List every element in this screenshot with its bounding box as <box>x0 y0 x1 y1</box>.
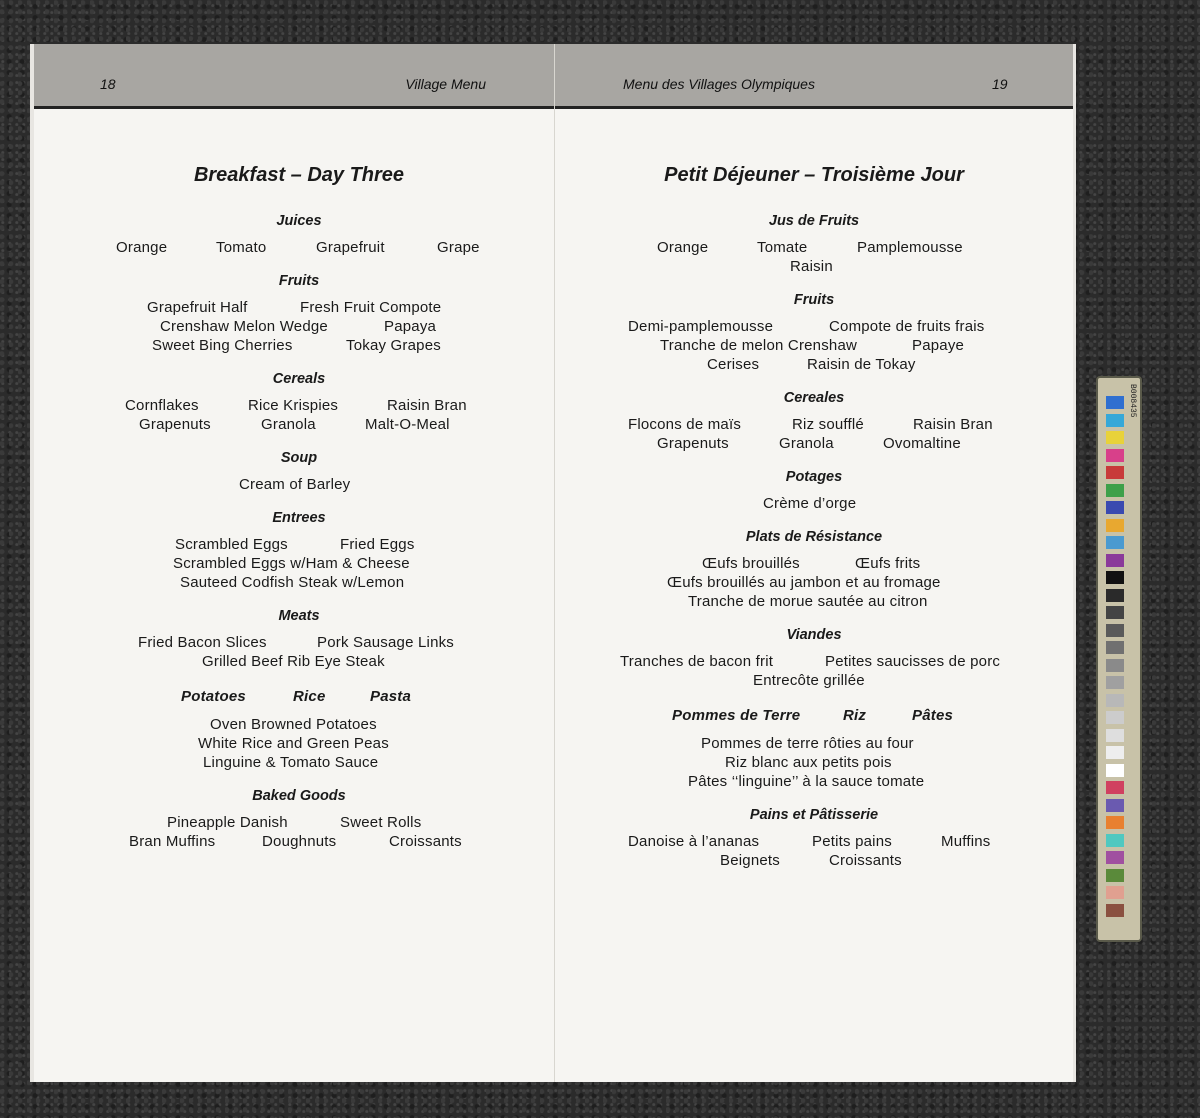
menu-item: Grapenuts <box>139 416 211 433</box>
menu-item: Grapefruit <box>316 239 385 256</box>
section-heading-row-potatoes <box>555 706 1073 725</box>
section-heading-meats: Meats <box>278 608 320 624</box>
right-menu <box>555 144 1073 870</box>
menu-row <box>555 336 1073 355</box>
left-running-header: Village Menu <box>405 76 486 92</box>
menu-row <box>555 753 1073 772</box>
menu-row <box>44 396 554 415</box>
menu-row <box>44 336 554 355</box>
left-header-band <box>34 44 554 109</box>
menu-item: Pork Sausage Links <box>317 634 455 651</box>
menu-item: Sweet Rolls <box>340 814 422 831</box>
menu-row <box>44 317 554 336</box>
section-heading-cereals: Cereales <box>783 390 845 406</box>
color-swatch <box>1106 764 1124 777</box>
menu-item: Raisin Bran <box>913 416 993 433</box>
color-swatch <box>1106 606 1124 619</box>
menu-item: Œufs frits <box>855 555 921 572</box>
menu-item: Tranche de melon Crenshaw <box>660 337 858 354</box>
page-number-left: 18 <box>100 76 116 92</box>
menu-item: Sauteed Codfish Steak w/Lemon <box>180 574 405 591</box>
menu-item: Tranches de bacon frit <box>620 653 774 670</box>
section-heading-rice: Riz <box>843 707 867 724</box>
color-swatch <box>1106 746 1124 759</box>
menu-item: Fresh Fruit Compote <box>300 299 442 316</box>
section-heading-entrees: Plats de Résistance <box>745 529 883 545</box>
menu-row <box>44 633 554 652</box>
menu-item: Raisin <box>790 258 833 275</box>
menu-row <box>555 554 1073 573</box>
menu-item: Riz soufflé <box>792 416 864 433</box>
menu-row <box>555 494 1073 513</box>
menu-row <box>44 298 554 317</box>
section-heading-pasta: Pâtes <box>912 707 954 724</box>
menu-item: Grilled Beef Rib Eye Steak <box>202 653 385 670</box>
color-swatch <box>1106 466 1124 479</box>
menu-item: Entrecôte grillée <box>753 672 865 689</box>
menu-row <box>555 415 1073 434</box>
menu-row <box>555 434 1073 453</box>
color-swatch <box>1106 501 1124 514</box>
menu-item: Ovomaltine <box>883 435 961 452</box>
menu-item: Raisin de Tokay <box>807 356 916 373</box>
right-menu-title: Petit Déjeuner – Troisième Jour <box>664 164 964 186</box>
color-swatch <box>1106 834 1124 847</box>
menu-item: Pommes de terre rôties au four <box>701 735 914 752</box>
menu-item: Papaye <box>912 337 965 354</box>
menu-item: Oven Browned Potatoes <box>210 716 377 733</box>
color-swatch <box>1106 659 1124 672</box>
menu-item: Œufs brouillés au jambon et au fromage <box>667 574 941 591</box>
menu-item: Scrambled Eggs w/Ham & Cheese <box>173 555 410 572</box>
right-header-band <box>555 44 1073 109</box>
right-page <box>555 44 1073 1082</box>
menu-item: Grapenuts <box>657 435 729 452</box>
section-heading-fruits: Fruits <box>278 273 320 289</box>
section-heading-juices: Jus de Fruits <box>768 213 860 229</box>
color-swatch <box>1106 449 1124 462</box>
menu-item: Bran Muffins <box>129 833 216 850</box>
menu-item: Beignets <box>720 852 780 869</box>
color-swatch <box>1106 554 1124 567</box>
page-number-right: 19 <box>992 76 1008 92</box>
color-swatch <box>1106 676 1124 689</box>
menu-row <box>555 592 1073 611</box>
menu-item: Compote de fruits frais <box>829 318 985 335</box>
color-swatch <box>1106 519 1124 532</box>
section-heading-fruits: Fruits <box>793 292 835 308</box>
menu-item: Demi-pamplemousse <box>628 318 774 335</box>
menu-item: Pineapple Danish <box>167 814 288 831</box>
menu-item: Malt-O-Meal <box>365 416 450 433</box>
menu-item: Granola <box>779 435 834 452</box>
section-heading-cereals: Cereals <box>272 371 326 387</box>
menu-item: Pâtes ‘‘linguine’’ à la sauce tomate <box>688 773 925 790</box>
menu-row <box>44 554 554 573</box>
menu-item: Tokay Grapes <box>346 337 441 354</box>
menu-item: Grape <box>437 239 480 256</box>
menu-row <box>44 652 554 671</box>
section-heading-rice: Rice <box>293 688 326 705</box>
color-swatch <box>1106 799 1124 812</box>
section-heading-baked-goods: Pains et Pâtisserie <box>749 807 879 823</box>
color-swatch <box>1106 536 1124 549</box>
color-swatch <box>1106 869 1124 882</box>
menu-item: Raisin Bran <box>387 397 467 414</box>
section-heading-potatoes: Pommes de Terre <box>672 707 801 724</box>
menu-item: Granola <box>261 416 316 433</box>
menu-row <box>555 851 1073 870</box>
section-heading-baked-goods: Baked Goods <box>252 788 346 804</box>
menu-item: Petits pains <box>812 833 892 850</box>
left-page <box>34 44 555 1082</box>
menu-item: Petites saucisses de porc <box>825 653 1001 670</box>
menu-row <box>44 573 554 592</box>
color-target-label: B008435 <box>1128 384 1137 418</box>
menu-item: Cream of Barley <box>239 476 351 493</box>
section-heading-pasta: Pasta <box>370 688 412 705</box>
color-swatch <box>1106 431 1124 444</box>
menu-row <box>44 475 554 494</box>
menu-item: Fried Eggs <box>340 536 415 553</box>
color-swatch <box>1106 729 1124 742</box>
menu-item: Tomato <box>216 239 267 256</box>
color-swatch <box>1106 396 1124 409</box>
menu-item: Fried Bacon Slices <box>138 634 267 651</box>
menu-row <box>555 671 1073 690</box>
color-swatch <box>1106 851 1124 864</box>
section-heading-juices: Juices <box>276 213 322 229</box>
color-swatch <box>1106 694 1124 707</box>
menu-item: Danoise à l’ananas <box>628 833 760 850</box>
menu-row <box>44 734 554 753</box>
menu-item: Pamplemousse <box>857 239 963 256</box>
section-heading-soup: Potages <box>785 469 843 485</box>
menu-item: Croissants <box>389 833 462 850</box>
menu-row <box>44 813 554 832</box>
section-heading-meats: Viandes <box>786 627 842 643</box>
section-heading-soup: Soup <box>280 450 318 466</box>
menu-item: Flocons de maïs <box>628 416 742 433</box>
menu-row <box>44 832 554 851</box>
menu-item: Cerises <box>707 356 760 373</box>
menu-row <box>44 715 554 734</box>
menu-row <box>44 535 554 554</box>
menu-item: Cornflakes <box>125 397 199 414</box>
color-swatch <box>1106 641 1124 654</box>
menu-item: Sweet Bing Cherries <box>152 337 293 354</box>
color-swatch <box>1106 589 1124 602</box>
color-swatch <box>1106 816 1124 829</box>
color-swatch <box>1106 711 1124 724</box>
menu-item: Orange <box>657 239 709 256</box>
menu-row <box>555 355 1073 374</box>
menu-row <box>555 652 1073 671</box>
color-target-card <box>1096 376 1142 942</box>
menu-row <box>44 415 554 434</box>
menu-item: Crenshaw Melon Wedge <box>160 318 328 335</box>
color-swatch <box>1106 414 1124 427</box>
menu-item: Riz blanc aux petits pois <box>725 754 892 771</box>
menu-row <box>44 753 554 772</box>
color-swatch <box>1106 624 1124 637</box>
color-swatch <box>1106 781 1124 794</box>
right-running-header: Menu des Villages Olympiques <box>623 76 815 92</box>
color-swatch <box>1106 571 1124 584</box>
menu-row <box>555 772 1073 791</box>
menu-item: Œufs brouillés <box>702 555 800 572</box>
color-swatch <box>1106 904 1124 917</box>
menu-item: Tranche de morue sautée au citron <box>688 593 928 610</box>
menu-item: Croissants <box>829 852 902 869</box>
color-swatch <box>1106 484 1124 497</box>
menu-item: Muffins <box>941 833 991 850</box>
menu-item: Scrambled Eggs <box>175 536 288 553</box>
section-heading-entrees: Entrees <box>272 510 326 526</box>
menu-item: Grapefruit Half <box>147 299 248 316</box>
section-heading-row-potatoes <box>44 687 554 706</box>
menu-row <box>555 573 1073 592</box>
menu-row <box>555 238 1073 257</box>
menu-row <box>555 317 1073 336</box>
menu-row <box>555 734 1073 753</box>
menu-item: Tomate <box>757 239 808 256</box>
menu-row <box>44 238 554 257</box>
left-menu-title: Breakfast – Day Three <box>193 164 405 186</box>
section-heading-potatoes: Potatoes <box>181 688 246 705</box>
left-menu <box>44 144 554 851</box>
menu-row <box>555 832 1073 851</box>
menu-item: Orange <box>116 239 168 256</box>
menu-item: Rice Krispies <box>248 397 339 414</box>
menu-item: Crème d’orge <box>763 495 857 512</box>
menu-item: Linguine & Tomato Sauce <box>203 754 379 771</box>
menu-row <box>555 257 1073 276</box>
menu-item: White Rice and Green Peas <box>198 735 389 752</box>
menu-item: Papaya <box>384 318 437 335</box>
menu-item: Doughnuts <box>262 833 337 850</box>
color-swatch <box>1106 886 1124 899</box>
